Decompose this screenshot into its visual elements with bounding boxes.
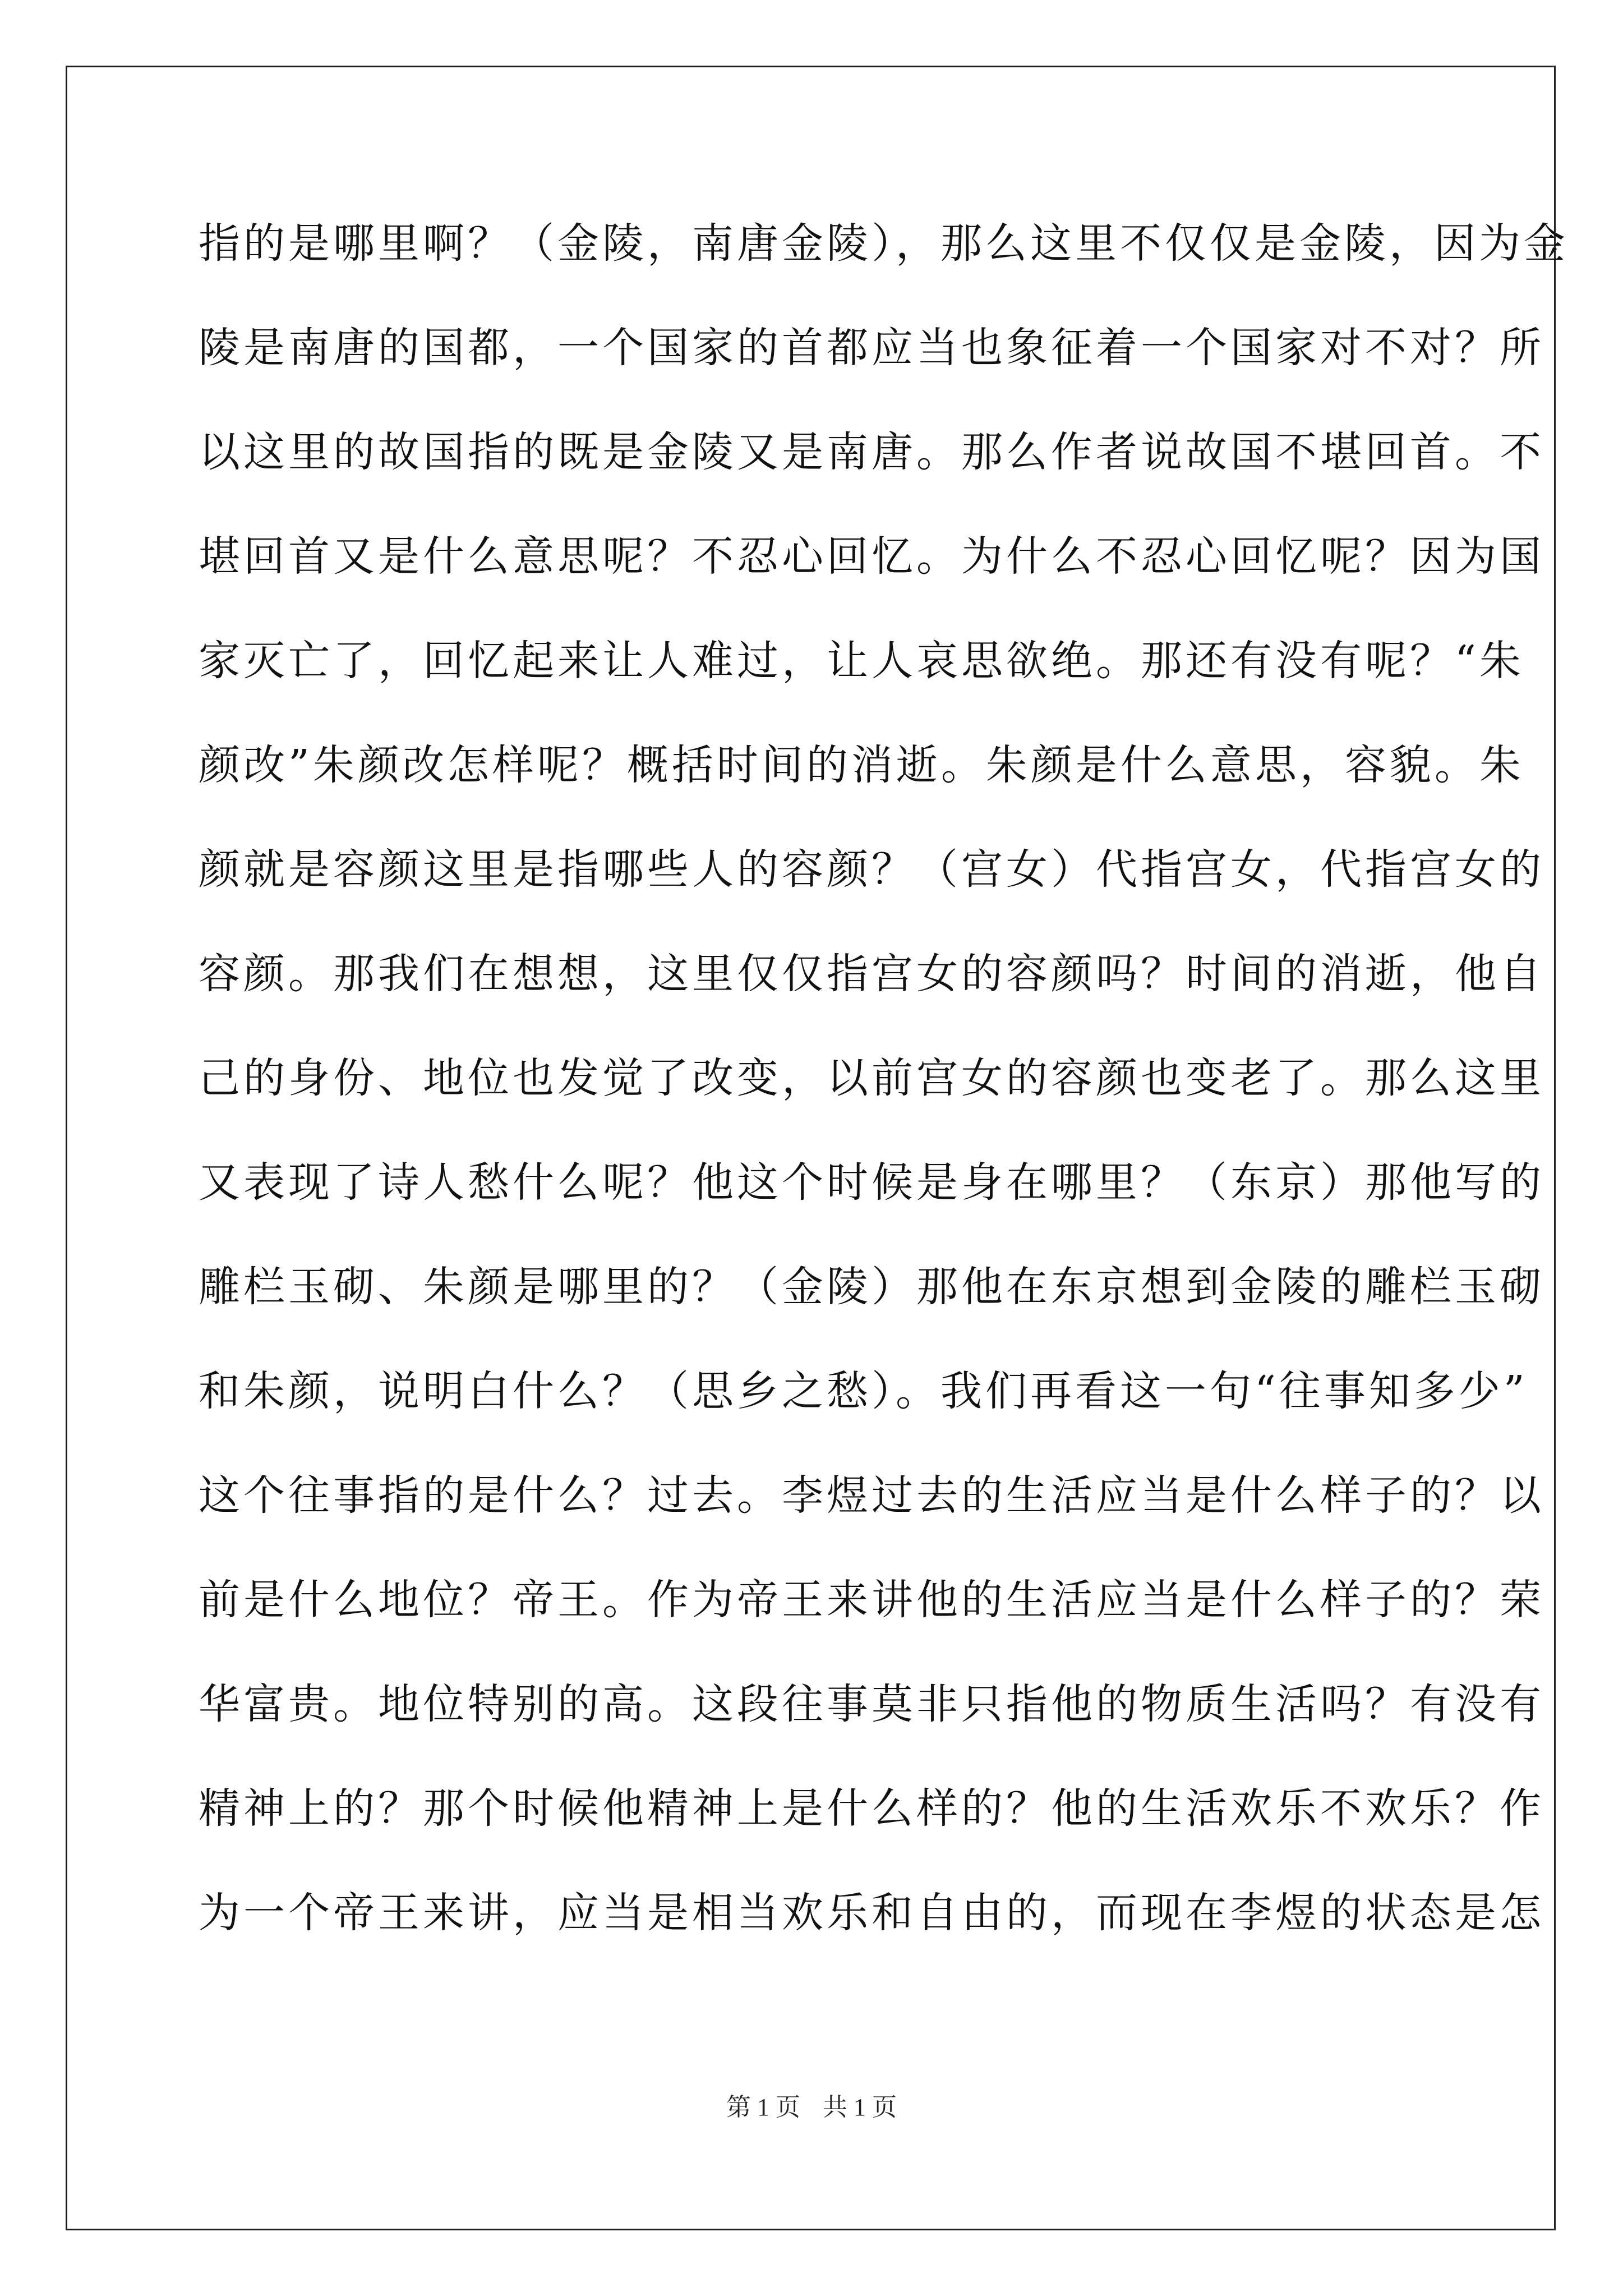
text-line: 堪回首又是什么意思呢？不忍心回忆。为什么不忍心回忆呢？因为国 [199, 532, 1544, 581]
text-line: 为一个帝王来讲，应当是相当欢乐和自由的，而现在李煜的状态是怎 [199, 1889, 1544, 1937]
document-body [199, 215, 1569, 1989]
text-line: 容颜。那我们在想想，这里仅仅指宫女的容颜吗？时间的消逝，他自 [199, 950, 1544, 998]
text-line: 前是什么地位？帝王。作为帝王来讲他的生活应当是什么样子的？荣 [199, 1576, 1544, 1624]
text-line: 己的身份、地位也发觉了改变，以前宫女的容颜也变老了。那么这里 [199, 1054, 1544, 1102]
page-footer [0, 2087, 1623, 2123]
page-total: 共 1 页 [823, 2093, 897, 2121]
text-line: 这个往事指的是什么？过去。李煜过去的生活应当是什么样子的？以 [199, 1471, 1544, 1520]
text-line: 雕栏玉砌、朱颜是哪里的？（金陵）那他在东京想到金陵的雕栏玉砌 [199, 1263, 1544, 1311]
text-line: 家灭亡了，回忆起来让人难过，让人哀思欲绝。那还有没有呢？“朱 [199, 637, 1524, 685]
text-line: 颜改”朱颜改怎样呢？概括时间的消逝。朱颜是什么意思，容貌。朱 [199, 741, 1524, 789]
page-number: 第 1 页 [726, 2093, 800, 2121]
text-line: 精神上的？那个时候他精神上是什么样的？他的生活欢乐不欢乐？作 [199, 1784, 1544, 1833]
text-line: 颜就是容颜这里是指哪些人的容颜？（宫女）代指宫女，代指宫女的 [199, 845, 1544, 894]
text-line: 陵是南唐的国都，一个国家的首都应当也象征着一个国家对不对？所 [199, 324, 1544, 372]
text-line: 华富贵。地位特别的高。这段往事莫非只指他的物质生活吗？有没有 [199, 1680, 1544, 1728]
text-line: 以这里的故国指的既是金陵又是南唐。那么作者说故国不堪回首。不 [199, 428, 1544, 476]
text-line: 又表现了诗人愁什么呢？他这个时候是身在哪里？（东京）那他写的 [199, 1158, 1544, 1207]
text-line: 和朱颜，说明白什么？（思乡之愁）。我们再看这一句“往事知多少” [199, 1367, 1528, 1415]
text-line: 指的是哪里啊？（金陵，南唐金陵），那么这里不仅仅是金陵，因为金 [199, 219, 1569, 268]
